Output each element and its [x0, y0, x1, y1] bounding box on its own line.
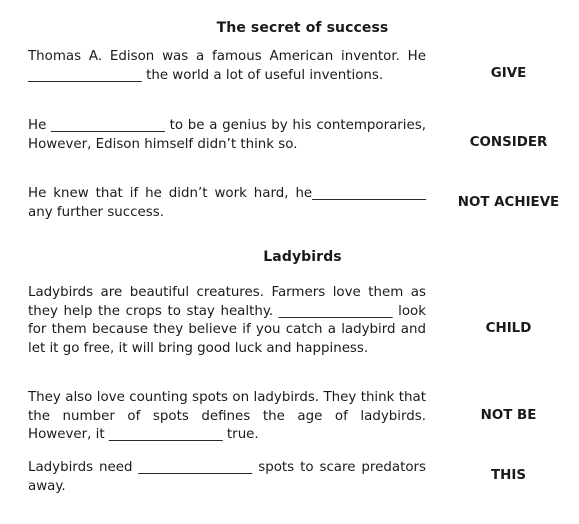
item-6-keyword: THIS — [491, 468, 526, 483]
item-2-keyword: CONSIDER — [469, 135, 548, 150]
item-3-keyword: NOT ACHIEVE — [457, 195, 560, 210]
item-1-text: Thomas A. Edison was a famous American inventor. He _________________ the world a lot of useful inventions. — [28, 49, 426, 83]
item-5-text: They also love counting spots on ladybirds. They think that the number of spots defines the age of ladybirds. However, it _________________ true. — [28, 390, 426, 442]
item-2-text: He _________________ to be a genius by his contemporaries, However, Edison himself didn’t think so. — [28, 118, 426, 152]
section-title-secret-of-success: The secret of success — [216, 20, 389, 36]
item-3-text: He knew that if he didn’t work hard, he_________________ any further success. — [28, 186, 426, 220]
item-1-keyword: GIVE — [490, 66, 527, 81]
item-4-text: Ladybirds are beautiful creatures. Farmers love them as they help the crops to stay healthy. _________________ look for them because they believe if you catch a ladybird and let it go free, it will bring good luck and happiness. — [28, 285, 426, 356]
item-5-keyword: NOT BE — [480, 408, 537, 423]
section-title-ladybirds: Ladybirds — [263, 249, 342, 265]
item-4-keyword: CHILD — [485, 321, 532, 336]
item-6-text: Ladybirds need _________________ spots to scare predators away. — [28, 460, 426, 494]
